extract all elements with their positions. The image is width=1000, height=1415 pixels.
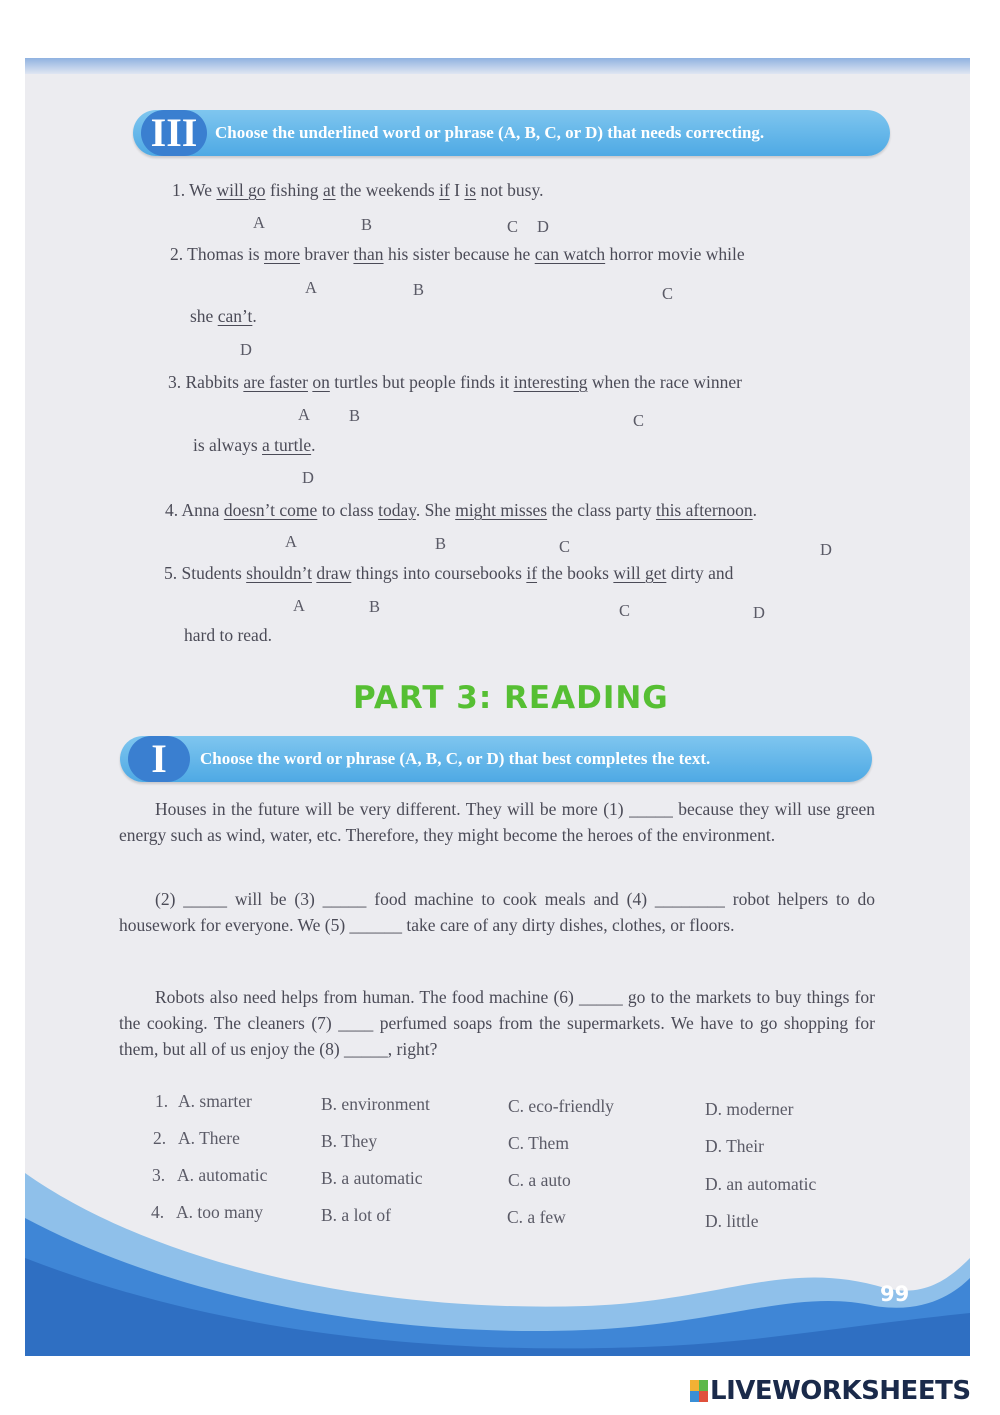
option-letter-b: B	[369, 597, 381, 616]
question-5: 5. Students shouldn’t draw things into coursebooks if the books will get dirty and	[164, 563, 734, 583]
part-3-title: PART 3: READING	[353, 680, 669, 716]
option-letter-c: C	[633, 411, 645, 430]
option-letter-c: C	[507, 217, 519, 236]
option-letter-d: D	[753, 603, 765, 622]
option-letter-a: A	[298, 405, 310, 424]
worksheet-page	[25, 58, 970, 1356]
answer-option-a: A. too many	[176, 1202, 264, 1222]
liveworksheets-logo	[690, 1374, 971, 1408]
question-4: 4. Anna doesn’t come to class today. She might misses the class party this afternoon.	[165, 500, 758, 520]
page-number: 99	[880, 1282, 910, 1306]
answer-option-b: B. a automatic	[321, 1168, 423, 1188]
answer-option-b: B. They	[321, 1131, 378, 1151]
answer-option-a: A. smarter	[178, 1091, 252, 1111]
answer-option-a: A. There	[178, 1128, 240, 1148]
answer-option-d: D. Their	[705, 1136, 764, 1156]
section-3-banner	[133, 110, 890, 156]
question-2: 2. Thomas is more braver than his sister because he can watch horror movie while	[170, 244, 745, 264]
answer-option-d: D. an automatic	[705, 1174, 817, 1194]
option-letter-b: B	[413, 280, 425, 299]
answer-number: 3.	[152, 1165, 166, 1185]
question-2-cont: she can’t.	[190, 306, 257, 326]
section-instruction: Choose the word or phrase (A, B, C, or D) that best completes the text.	[200, 749, 711, 768]
answer-option-c: C. Them	[508, 1133, 569, 1153]
top-stripe	[25, 58, 970, 74]
answer-number: 4.	[151, 1202, 165, 1222]
answer-option-c: C. eco-friendly	[508, 1096, 614, 1116]
answer-option-d: D. little	[705, 1211, 759, 1231]
logo-icon	[690, 1380, 708, 1402]
option-letter-d: D	[537, 217, 549, 236]
option-letter-d: D	[302, 468, 314, 487]
option-letter-b: B	[349, 406, 361, 425]
section-1-banner	[120, 736, 872, 782]
question-5-cont: hard to read.	[184, 625, 272, 645]
section-numeral: III	[141, 110, 207, 156]
option-letter-d: D	[240, 340, 252, 359]
answer-number: 1.	[155, 1091, 169, 1111]
answer-option-d: D. moderner	[705, 1099, 794, 1119]
answer-number: 2.	[153, 1128, 167, 1148]
section-instruction: Choose the underlined word or phrase (A, B, C, or D) that needs correcting.	[215, 123, 765, 142]
footer-brand: LIVEWORKSHEETS	[710, 1376, 971, 1406]
answer-option-c: C. a auto	[508, 1170, 571, 1190]
answer-option-b: B. a lot of	[321, 1205, 391, 1225]
option-letter-d: D	[820, 540, 832, 559]
option-letter-c: C	[619, 601, 631, 620]
passage-paragraph-3: Robots also need helps from human. The food machine (6) _____ go to the markets to buy things for the cooking. The cleaners (7) ____ perfumed soaps from the supermarkets. We have to go shopping for them, but all of us enjoy the (8) _____, right?	[119, 987, 875, 1059]
answer-option-b: B. environment	[321, 1094, 430, 1114]
bottom-wave-decoration	[25, 1138, 970, 1356]
question-1: 1. We will go fishing at the weekends if I is not busy.	[172, 180, 544, 200]
option-letter-c: C	[662, 284, 674, 303]
question-3: 3. Rabbits are faster on turtles but people finds it interesting when the race winner	[168, 372, 742, 392]
option-letter-a: A	[285, 532, 297, 551]
section-numeral: I	[128, 736, 190, 782]
option-letter-c: C	[559, 537, 571, 556]
passage-paragraph-1: Houses in the future will be very different. They will be more (1) _____ because they will use green energy such as wind, water, etc. Therefore, they might become the heroes of the environment.	[119, 799, 875, 845]
option-letter-a: A	[305, 278, 317, 297]
answer-option-c: C. a few	[507, 1207, 566, 1227]
option-letter-a: A	[253, 213, 265, 232]
question-3-cont: is always a turtle.	[193, 435, 316, 455]
answer-option-a: A. automatic	[177, 1165, 268, 1185]
option-letter-a: A	[293, 596, 305, 615]
option-letter-b: B	[361, 215, 373, 234]
option-letter-b: B	[435, 534, 447, 553]
passage-paragraph-2: (2) _____ will be (3) _____ food machine to cook meals and (4) ________ robot helpers to do housework for everyone. We (5) ______ take care of any dirty dishes, clothes, or floors.	[119, 889, 875, 935]
